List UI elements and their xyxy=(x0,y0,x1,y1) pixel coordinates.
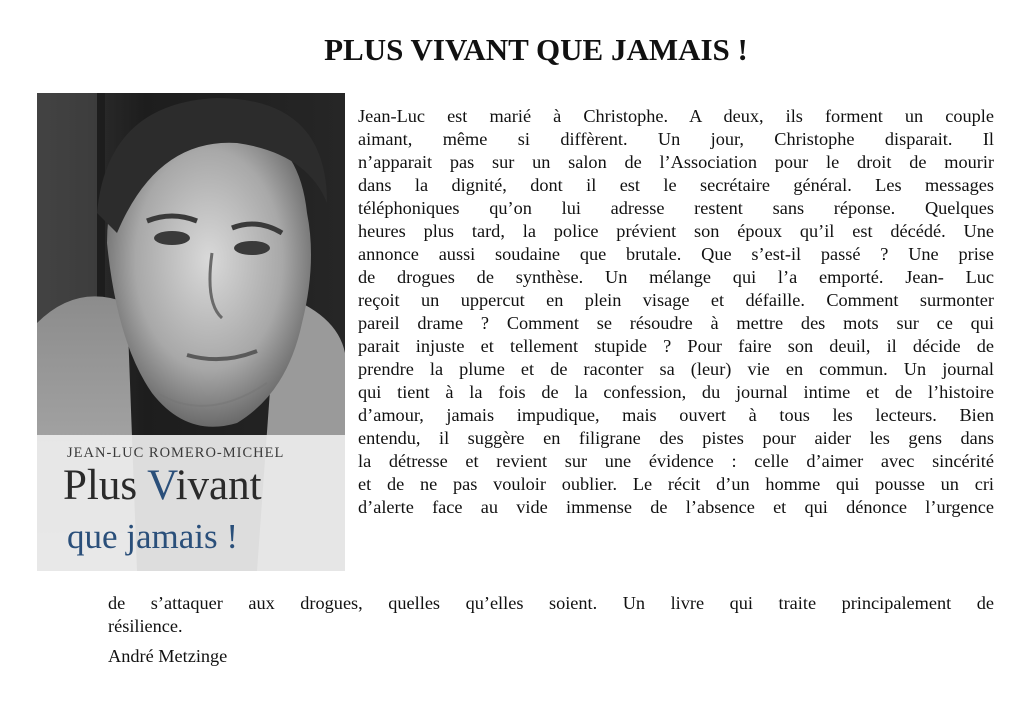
book-cover xyxy=(37,93,345,571)
body-line: prendre la plume et de raconter sa (leur) vie en commun. Un journal xyxy=(358,359,994,379)
body-line: entendu, il suggère en filigrane des pistes pour aider les gens dans xyxy=(358,428,994,448)
body-line: d’alerte face au vide immense de l’absence et qui dénonce l’urgence xyxy=(358,497,994,517)
body-line: résilience. xyxy=(108,616,183,636)
body-line: dans la dignité, dont il est le secrétaire général. Les messages xyxy=(358,175,994,195)
body-line: qui tient à la fois de la confession, du journal intime et de l’histoire xyxy=(358,382,994,402)
author-signature: André Metzinge xyxy=(108,646,228,666)
body-line: annonce aussi soudaine que brutale. Que s’est-il passé ? Une prise xyxy=(358,244,994,264)
body-line: pareil drame ? Comment se résoudre à mettre des mots sur ce qui xyxy=(358,313,994,333)
body-line: heures plus tard, la police prévient son époux qu’il est décédé. Une xyxy=(358,221,994,241)
body-line: aimant, même si diffèrent. Un jour, Christophe disparait. Il xyxy=(358,129,994,149)
body-line: n’apparait pas sur un salon de l’Association pour le droit de mourir xyxy=(358,152,994,172)
body-line: téléphoniques qu’on lui adresse restent sans réponse. Quelques xyxy=(358,198,994,218)
body-line: de s’attaquer aux drogues, quelles qu’elles soient. Un livre qui traite principalement de xyxy=(108,593,994,613)
body-line: et de ne pas vouloir oublier. Le récit d’un homme qui pousse un cri xyxy=(358,474,994,494)
cover-title-line2: que jamais ! xyxy=(67,517,239,556)
body-line: de drogues de synthèse. Un mélange qui l’a emporté. Jean- Luc xyxy=(358,267,994,287)
body-line: parait injuste et tellement stupide ? Pour faire son deuil, il décide de xyxy=(358,336,994,356)
cover-author: JEAN-LUC ROMERO-MICHEL xyxy=(67,445,285,461)
body-line: Jean-Luc est marié à Christophe. A deux, ils forment un couple xyxy=(358,106,994,126)
body-line: reçoit un uppercut en plein visage et défaille. Comment surmonter xyxy=(358,290,994,310)
cover-title-line1: Plus Vivant xyxy=(63,462,262,509)
body-line: d’amour, jamais impudique, mais ouvert à tous les lecteurs. Bien xyxy=(358,405,994,425)
body-line: la détresse et revient sur une évidence : celle d’aimer avec sincérité xyxy=(358,451,994,471)
page-title: PLUS VIVANT QUE JAMAIS ! xyxy=(324,32,748,67)
